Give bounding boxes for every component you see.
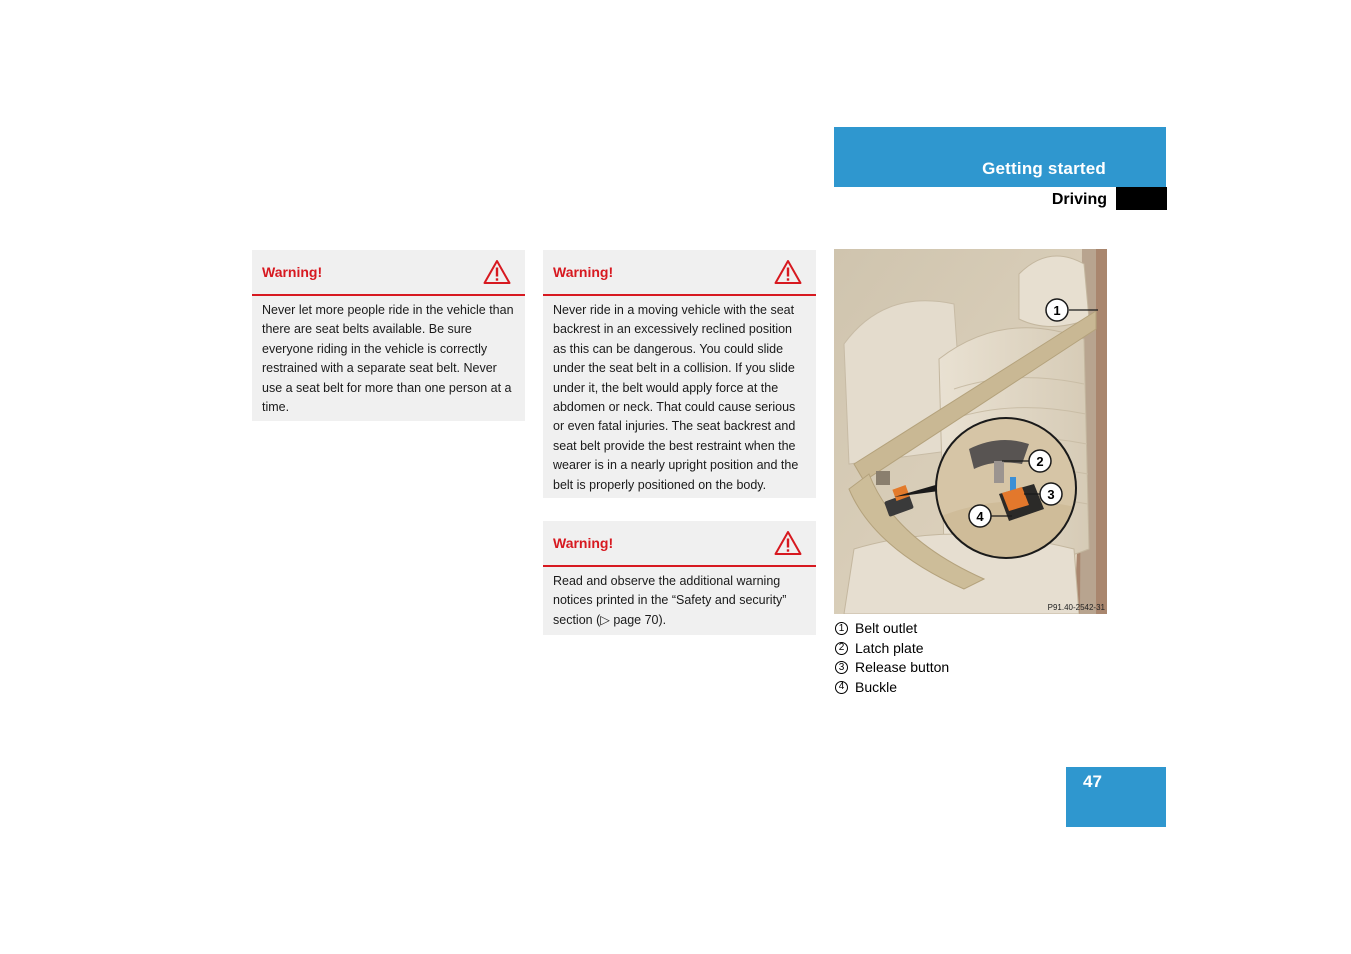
chapter-tab [834,127,1166,187]
legend-item [835,639,1105,659]
warning-label: Warning! [553,264,614,280]
callout-4: 4 [976,509,984,524]
legend-item [835,619,1105,639]
legend-number: 4 [835,681,848,694]
warning-text: Never ride in a moving vehicle with the seat backrest in an excessively reclined position as this can be dangerous. You could slide under the seat belt in a collision. If you slide under it, the belt would apply force at the abdomen or neck. That could cause serious or even fatal injuries. The seat backrest and seat belt provide the best restraint when the wearer is in a nearly upright position and the belt is properly positioned on the body. [553,303,799,492]
figure-legend [835,619,1105,697]
warning-box-3 [543,521,816,635]
warning-triangle-icon [774,530,802,556]
warning-header [252,250,525,296]
warning-label: Warning! [553,535,614,551]
callout-3: 3 [1047,487,1055,502]
legend-number: 3 [835,661,848,674]
warning-header [543,521,816,567]
page-number-tab [1066,767,1166,827]
section-title: Driving [1051,191,1107,208]
seat-belt-illustration [834,249,1107,614]
warning-text: Read and observe the additional warning notices printed in the “Safety and security” section (▷ page 70). [553,574,787,627]
seat-belt-drawing [834,249,1107,614]
warning-triangle-icon [774,259,802,285]
warning-box-1 [252,250,525,421]
legend-item [835,678,1105,698]
warning-triangle-icon [483,259,511,285]
chapter-title: Getting started [982,159,1106,178]
section-marker [1116,187,1167,210]
legend-label: Latch plate [855,639,924,656]
legend-label: Buckle [855,678,898,695]
legend-label: Belt outlet [855,620,918,636]
figure-code: P91.40-2542-31 [1047,603,1105,612]
legend-label: Release button [855,659,950,675]
legend-item [835,658,1105,678]
page-number: 47 [1083,772,1102,791]
callout-2: 2 [1036,454,1044,469]
warning-label: Warning! [262,264,323,280]
legend-number: 1 [835,622,848,635]
warning-box-2 [543,250,816,498]
callout-1: 1 [1053,303,1061,318]
warning-text: Never let more people ride in the vehicle than there are seat belts available. Be sure everyone riding in the vehicle is correctly restrained with a separate seat belt. Never use a seat belt for more than one person at a time. [262,303,514,415]
legend-number: 2 [835,642,848,655]
warning-header [543,250,816,296]
